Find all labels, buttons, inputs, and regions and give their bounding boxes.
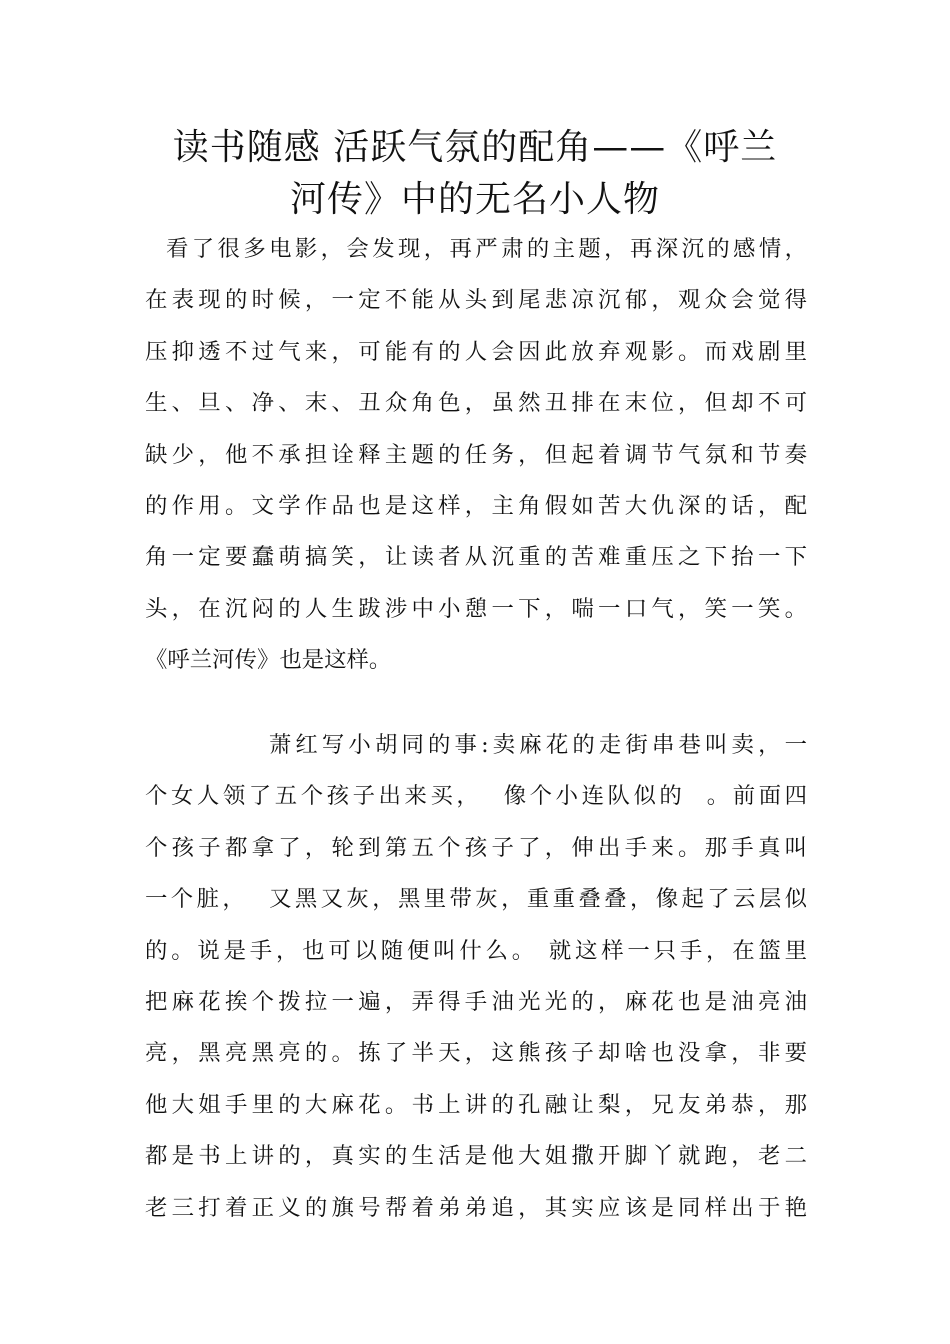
text-line: 他大姐手里的大麻花。书上讲的孔融让梨，兄友弟恭，那 — [145, 1091, 807, 1118]
text-line: 萧红写小胡同的事:卖麻花的走街串巷叫卖，一 — [145, 732, 807, 758]
text-line: 把麻花挨个拨拉一遍，弄得手油光光的，麻花也是油亮油 — [145, 989, 807, 1016]
text-line: 的。说是手，也可以随便叫什么。 就这样一只手，在篮里 — [145, 937, 807, 964]
title-line-2: 河传》中的无名小人物 — [289, 179, 660, 220]
text-line: 在表现的时候，一定不能从头到尾悲凉沉郁，观众会觉得 — [145, 287, 807, 314]
text-line: 亮，黑亮黑亮的。拣了半天，这熊孩子却啥也没拿，非要 — [145, 1040, 807, 1067]
page-title — [145, 122, 805, 226]
text-line: 个孩子都拿了，轮到第五个孩子了，伸出手来。那手真叫 — [145, 834, 807, 861]
text-line: 缺少，他不承担诠释主题的任务，但起着调节气氛和节奏 — [145, 441, 807, 468]
text-line: 都是书上讲的，真实的生活是他大姐撒开脚丫就跑，老二 — [145, 1143, 807, 1170]
text-line: 生、旦、净、末、丑众角色，虽然丑排在末位，但却不可 — [145, 390, 807, 417]
paragraph-story — [145, 720, 807, 1234]
text-line: 老三打着正义的旗号帮着弟弟追，其实应该是同样出于艳 — [145, 1194, 807, 1221]
text-line: 头，在沉闷的人生跋涉中小憩一下，喘一口气，笑一笑。 — [145, 595, 807, 622]
text-line: 《呼兰河传》也是这样。 — [145, 647, 392, 674]
title-line-1: 读书随感 活跃气氛的配角——《呼兰 — [172, 127, 778, 168]
text-line: 的作用。文学作品也是这样，主角假如苦大仇深的话，配 — [145, 493, 807, 520]
text-line: 看了很多电影，会发现，再严肃的主题，再深沉的感情， — [145, 236, 807, 262]
paragraph-intro — [145, 224, 807, 687]
text-line: 压抑透不过气来，可能有的人会因此放弃观影。而戏剧里 — [145, 338, 807, 365]
text-line: 一个脏， 又黑又灰，黑里带灰，重重叠叠，像起了云层似 — [145, 886, 807, 913]
text-line: 角一定要蠢萌搞笑，让读者从沉重的苦难重压之下抬一下 — [145, 544, 807, 571]
text-line: 个女人领了五个孩子出来买， 像个小连队似的 。前面四 — [145, 783, 807, 810]
